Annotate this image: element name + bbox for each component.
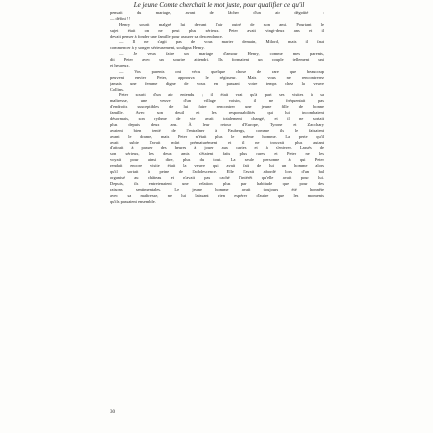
text-line: d'endroits susceptibles de lui faire rencontrer une jeune fille de bonne (110, 104, 324, 110)
paragraph (110, 92, 324, 204)
paragraph (110, 39, 324, 51)
paragraph (110, 51, 324, 69)
text-line: et heureux. (110, 63, 130, 69)
page-number: 30 (110, 410, 115, 415)
text-line: d'attrait à passer des heures à jouer aux cartes et à s'enivrer. Lassés de (110, 145, 324, 151)
paragraph (110, 22, 324, 40)
paragraph (110, 69, 324, 93)
text-line: devait penser à fonder une famille pour assurer sa descendance. (110, 33, 223, 39)
text-line: sujet était on ne peut plus sérieux. Peter avait vingt-deux ans et il (110, 27, 324, 33)
text-line: — Vos parents ont vécu quelque chose de rare que beaucoup (119, 68, 324, 74)
text-line: jamais une femme digne de vous en passant votre temps chez la veuve (110, 80, 324, 86)
text-line: avait subie l'avait mûri prématurément et il ne trouvait plus autant (110, 139, 324, 145)
text-line: dit Peter avec un sourire attendri. Ils formaient un couple tellement uni (110, 57, 324, 63)
text-line: famille. Avec son deuil et les responsabilités qui lui incombaient (110, 110, 324, 116)
text-line: avant le drame, mais Peter n'était plus le même homme. La perte qu'il (110, 133, 324, 139)
text-line: Collins. (110, 86, 124, 92)
text-line: Henry sourit malgré lui devant l'air outré de son ami. Pourtant le (119, 21, 324, 27)
text-line: — Je veux faire un mariage d'amour Henry, comme mes parents, (119, 51, 324, 57)
text-line: peuvent envier Peter, approuva le régisseur. Mais vous ne rencontrerez (110, 74, 324, 80)
text-line: organisé au château et n'avait pas caché l'intérêt qu'elle avait pour lui. (110, 174, 324, 180)
text-line: rendait encore visite était la veuve qui avait fait de lui un homme alors (110, 163, 324, 169)
paragraph (110, 10, 324, 22)
text-line: maîtresse, une veuve d'un village voisin, il ne fréquentait pas (110, 98, 324, 104)
text-line: — défini !! (110, 15, 130, 21)
text-line: avaient bien tenté de l'entraîner à Faubergs, comme ils le faisaient (110, 127, 324, 133)
text-line: qu'ils passaient ensemble. (110, 198, 156, 204)
text-line: raisons sentimentales. Le jeune homme avait toujours été honnête (110, 186, 324, 192)
text-line: désormais, son rythme de vie avait totalement changé, et il ne sortait (110, 116, 324, 122)
text-line: commencer à y songer sérieusement, souligna Henry. (110, 45, 205, 51)
running-head: Le jeune Comte cherchait le mot juste, pour qualifier ce qu'il (133, 1, 305, 9)
text-line: voyait pour ainsi dire, plus du tout. La seule personne à qui Peter (110, 157, 324, 163)
body-text (110, 10, 324, 204)
text-line: avec sa maîtresse, ne lui laissant rien espérer d'autre que les moments (110, 192, 324, 198)
text-line: plus depuis deux ans. À leur retour d'Europe, Tyrone et Zacchary (110, 121, 324, 127)
text-line: qu'il sortait à peine de l'adolescence. Elle l'avait abordé lors d'un bal (110, 169, 324, 175)
text-line: son sérieux, les deux amis s'étaient faits plus rares et Peter ne les (110, 151, 324, 157)
text-line: Depuis, ils entretenaient une relation plus par habitude que pour des (110, 180, 324, 186)
text-line: pensait du mariage, avant de lâcher d'un air dégoûté : (110, 10, 324, 15)
text-line: Peter sourit d'un air entendu ; il était vrai qu'à part ses visites à sa (119, 92, 324, 98)
text-line: — Il ne s'agit pas de vous marier demain, Milord, mais il faut (119, 39, 324, 45)
